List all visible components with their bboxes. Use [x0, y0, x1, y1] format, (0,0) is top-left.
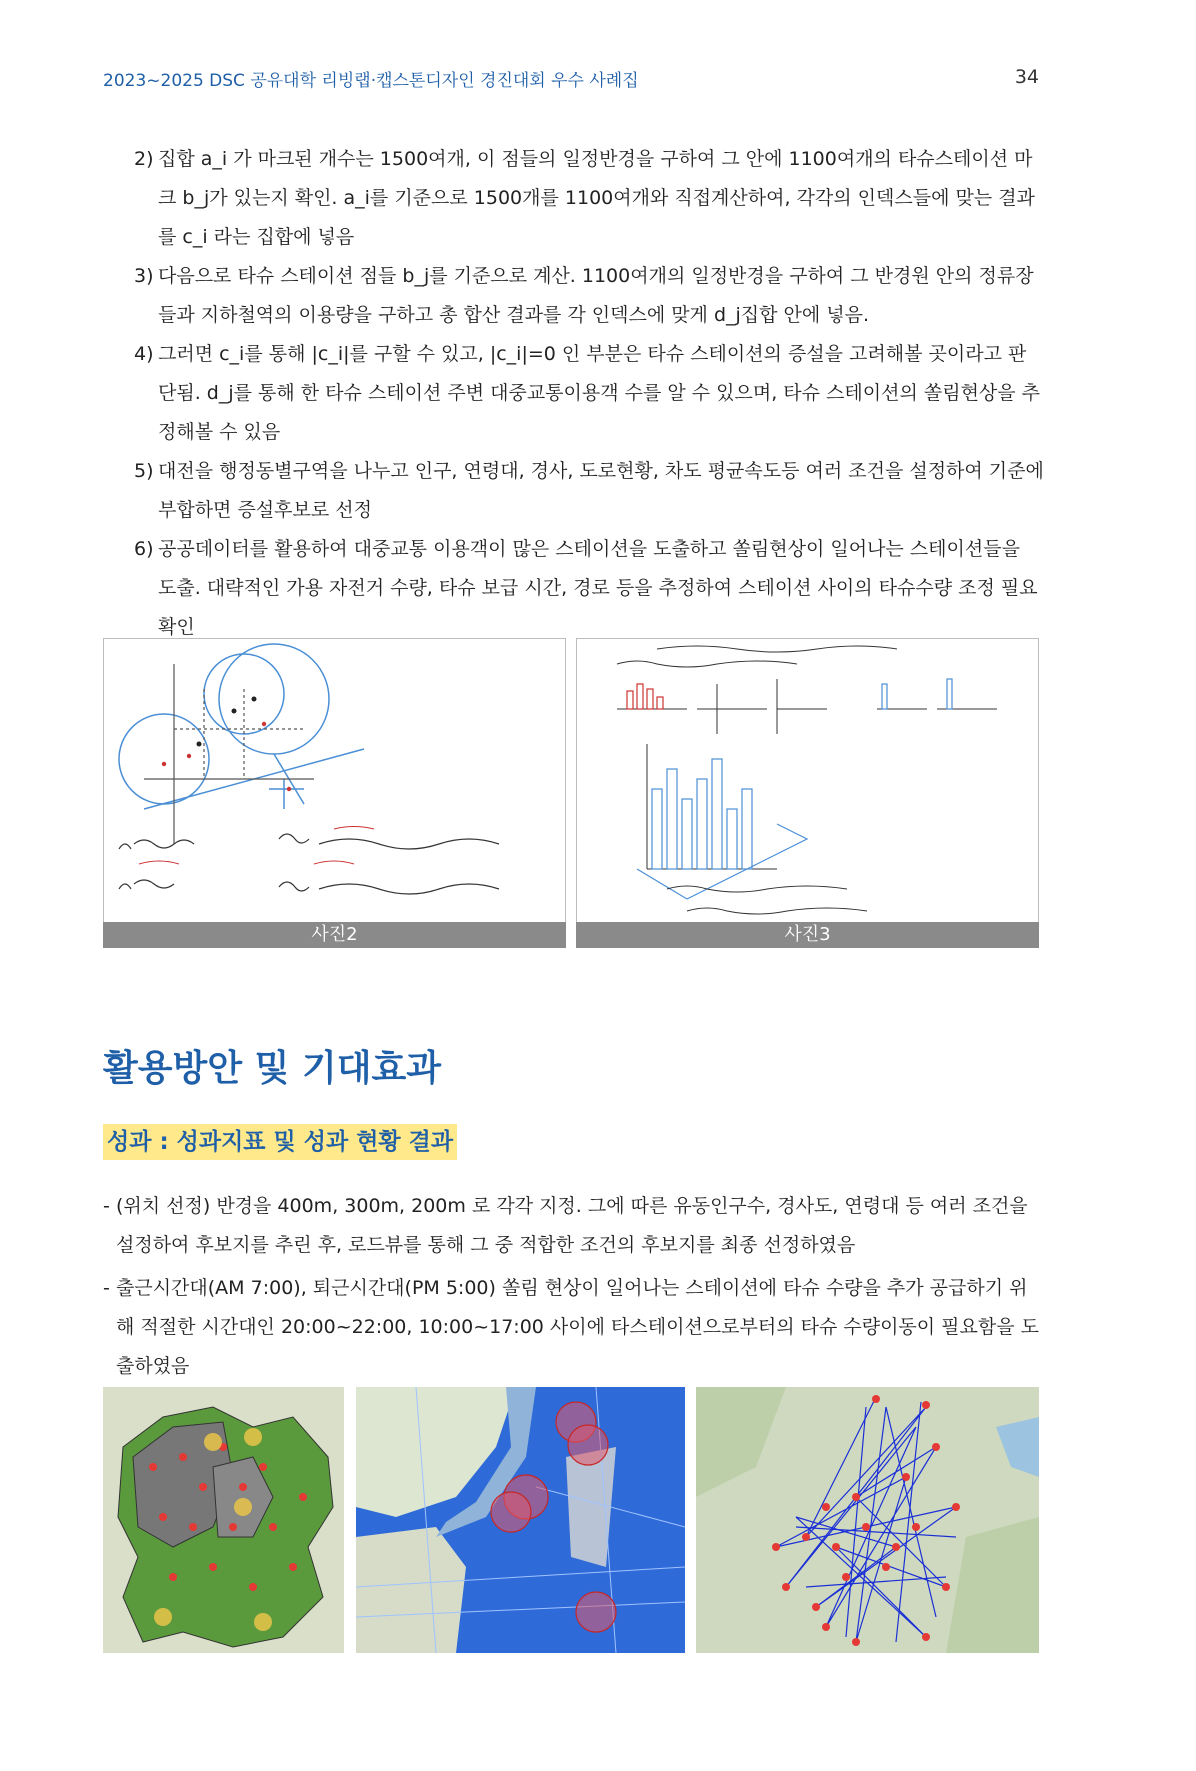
step-item	[134, 530, 1044, 647]
photo-2-sketch	[103, 638, 566, 923]
bullet-text: 출근시간대(AM 7:00), 퇴근시간대(PM 5:00) 쏠림 현상이 일어나는 스테이션에 타슈 수량을 추가 공급하기 위해 적절한 시간대인 20:00~22:00, 10:00~17:00 사이에 타스테이션으로부터의 타슈 수량이동이 필요함을 도출하였음	[116, 1277, 1039, 1377]
photo-3	[576, 638, 1039, 948]
bullet-dash: -	[103, 1195, 110, 1217]
map-district-candidates	[103, 1387, 344, 1653]
step-item	[134, 335, 1044, 452]
sketch-bars-drawing	[577, 639, 1038, 922]
map-radius-selection	[356, 1387, 685, 1653]
photo-3-sketch	[576, 638, 1039, 923]
step-number: 4)	[134, 343, 154, 365]
network-map-graphic	[696, 1387, 1039, 1653]
step-text: 대전을 행정동별구역을 나누고 인구, 연령대, 경사, 도로현황, 차도 평균속도등 여러 조건을 설정하여 기준에 부합하면 증설후보로 선정	[158, 460, 1044, 521]
step-text: 집합 a_i 가 마크된 개수는 1500여개, 이 점들의 일정반경을 구하여 그 안에 1100여개의 타슈스테이션 마크 b_j가 있는지 확인. a_i를 기준으로 1500개를 1100여개와 직접계산하여, 각각의 인덱스들에 맞는 결과를 c_i 라는 집합에 넣음	[158, 148, 1035, 248]
bullet-item	[103, 1269, 1043, 1386]
section-title: 활용방안 및 기대효과	[103, 1048, 442, 1089]
photo-3-caption: 사진3	[576, 922, 1039, 948]
step-item	[134, 257, 1044, 335]
step-text: 다음으로 타슈 스테이션 점들 b_j를 기준으로 계산. 1100여개의 일정반경을 구하여 그 반경원 안의 정류장들과 지하철역의 이용량을 구하고 총 합산 결과를 각 인덱스에 맞게 d_j집합 안에 넣음.	[158, 265, 1034, 326]
district-map-graphic	[103, 1387, 344, 1653]
photo-2-caption: 사진2	[103, 922, 566, 948]
step-number: 3)	[134, 265, 154, 287]
page-number: 34	[1014, 66, 1039, 88]
map-station-network	[696, 1387, 1039, 1653]
step-number: 5)	[134, 460, 154, 482]
section-subtitle: 성과 : 성과지표 및 성과 현황 결과	[103, 1124, 457, 1160]
method-steps-list	[134, 140, 1044, 647]
header-title: 2023~2025 DSC 공유대학 리빙랩·캡스톤디자인 경진대회 우수 사례집	[103, 71, 639, 91]
results-bullet-list	[103, 1187, 1043, 1390]
radius-map-graphic	[356, 1387, 685, 1653]
step-text: 공공데이터를 활용하여 대중교통 이용객이 많은 스테이션을 도출하고 쏠림현상이 일어나는 스테이션들을 도출. 대략적인 가용 자전거 수량, 타슈 보급 시간, 경로 등을 추정하여 스테이션 사이의 타슈수량 조정 필요 확인	[158, 538, 1038, 638]
step-number: 2)	[134, 148, 154, 170]
step-item	[134, 140, 1044, 257]
page-header	[103, 66, 1039, 94]
step-text: 그러면 c_i를 통해 |c_i|를 구할 수 있고, |c_i|=0 인 부분은 타슈 스테이션의 증설을 고려해볼 곳이라고 판단됨. d_j를 통해 한 타슈 스테이션 주변 대중교통이용객 수를 알 수 있으며, 타슈 스테이션의 쏠림현상을 추정해볼 수 있음	[158, 343, 1041, 443]
step-item	[134, 452, 1044, 530]
photo-2	[103, 638, 566, 948]
bullet-text: (위치 선정) 반경을 400m, 300m, 200m 로 각각 지정. 그에 따른 유동인구수, 경사도, 연령대 등 여러 조건을 설정하여 후보지를 추린 후, 로드뷰를 통해 그 중 적합한 조건의 후보지를 최종 선정하였음	[116, 1195, 1028, 1256]
bullet-dash: -	[103, 1277, 110, 1299]
bullet-item	[103, 1187, 1043, 1265]
step-number: 6)	[134, 538, 154, 560]
sketch-circles-drawing	[104, 639, 565, 922]
